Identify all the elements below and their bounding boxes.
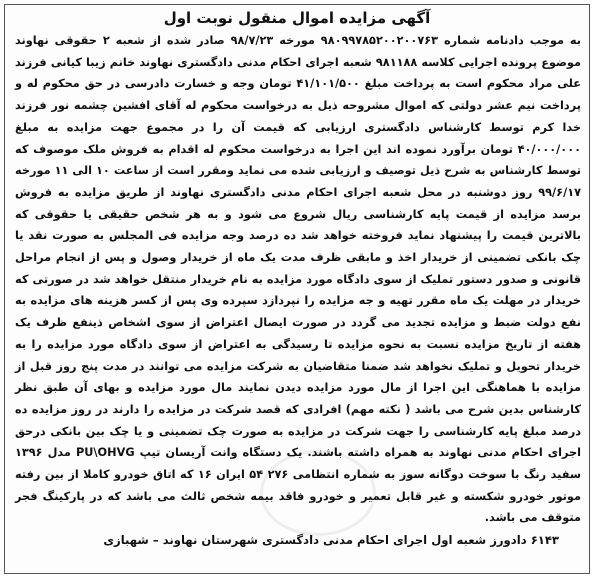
auction-notice <box>4 4 590 574</box>
notice-title: آگهی مزایده اموال منقول نوبت اول <box>163 9 431 27</box>
notice-body: به موجب دادنامه شماره ۹۸۰۹۹۷۸۵۲۰۰۲۰۰۷۶۳ مورخه ۹۸/۷/۲۳ صادر شده از شعبه ۲ حقوقی نهاوند موضوع پرونده اجرایی کلاسه ۹۸۱۱۸۸ شعبه اجرای احکام مدنی دادگستری نهاوند خانم زیبا کیانی فرزند علی مراد محکوم است به پرداخت مبلغ ۴۱/۱۰۱/۵۰۰ تومان وجه و خسارت دادرسی در حق محکوم له و پرداخت نیم عشر دولتی که اموال مشروحه ذیل به درخواست محکوم له آقای افشین چشمه نور فرزند خدا کرم توسط کارشناس دادگستری ارزیابی که قیمت آن را در مجموع جهت مزایده به مبلغ ۴۰/۰۰۰/۰۰۰ تومان برآورد نموده اند این اجرا به درخواست محکوم له اقدام به فروش ملک موصوف که توسط کارشناس به شرح ذیل توصیف و ارزیابی شده می نماید ومقرر است از ساعت ۱۰ الی ۱۱ مورخه ۹۹/۶/۱۷ روز دوشنبه در محل شعبه اجرای احکام مدنی دادگستری نهاوند از طریق مزایده به فروش برسد مزایده از قیمت پایه کارشناسی ریال شروع می شود و به هر شخص حقیقی یا حقوقی که بالاترین قیمت را پیشنهاد نماید فروخته خواهد شد ده درصد وجه مزایده فی المجلس به صورت نقد یا چک بانکی تضمینی از خریدار اخذ و مابقی ظرف مدت یک ماه از خریدار وصول و پس از انجام مراحل قانونی و صدور دستور تملیک از سوی دادگاه مورد مزایده به نام خریدار منتقل خواهد شد در صورتی که خریدار در مهلت یک ماه مقرر تهیه و جه مزایده را نپردازد سپرده وی پس از کسر هزینه های مزایده به نفع دولت ضبط و مزایده تجدید می گردد در صورت ایصال اعتراض از سوی اشخاص ذینفع ظرف یک هفته از تاریخ مزایده نسبت به نحوه مزایده تا رسیدگی به اعتراض از سوی دادگاه مورد مزایده را به خریدار تحویل و تملیک نخواهد شد ضمنا متقاضیان به شرکت مزایده می توانند در مدت پنج روز قبل از مزایده با هماهنگی این اجرا از مال مورد مزایده دیدن نمایند مال مورد مزایده و بهای آن طبق نظر کارشناس بدین شرح می باشد ( نکته مهم) افرادی که قصد شرکت در مزایده را دارند در روز مزایده ده درصد مبلغ پایه کارشناسی را جهت شرکت در مزایده به صورت چک تضمینی و یا چک بین بانکی درحق اجرای احکام مدنی نهاوند به همراه داشته باشند. یک دستگاه وانت آریسان تیپ PU\OHVG مدل ۱۳۹۶ سفید رنگ با سوخت دوگانه سوز به شماره انتظامی ۲۷۶ ۵۴ ایران ۱۶ که اتاق خودرو کاملا از بین رفته موتور خودرو شکسته و غیر قابل تعمیر و خودرو فاقد بیمه شخص ثالث می باشد که در پارکینگ فجر متوقف می باشد. <box>15 34 581 525</box>
notice-signature: ۶۱۴۳ دادورز شعبه اول اجرای احکام مدنی دادگستری شهرستان نهاوند – شهبازی <box>103 533 559 548</box>
